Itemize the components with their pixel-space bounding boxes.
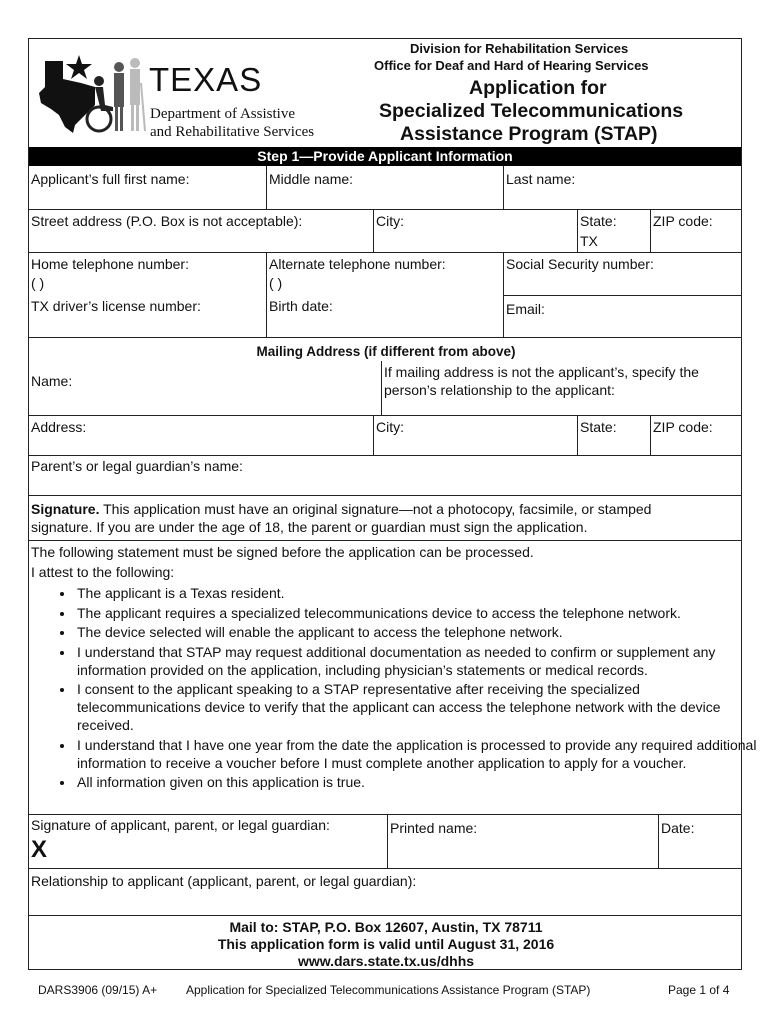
relationship-note-line1: If mailing address is not the applicant’s, specify the bbox=[384, 364, 699, 380]
website-link[interactable]: www.dars.state.tx.us/dhhs bbox=[297, 953, 475, 969]
street-address-field[interactable]: Street address (P.O. Box is not acceptable): bbox=[31, 213, 303, 229]
application-form bbox=[28, 38, 757, 970]
attest-intro: The following statement must be signed before the application can be processed. bbox=[31, 544, 534, 560]
logo-department-name: Department of Assistive and Rehabilitative Services bbox=[150, 106, 315, 140]
birth-date-field[interactable]: Birth date: bbox=[269, 298, 333, 314]
attest-item: • I understand that STAP may request additional documentation as needed to confirm or supplement any information provided on the application, including physician’s statements or medical records. bbox=[75, 643, 765, 679]
state-value: TX bbox=[580, 233, 598, 249]
attest-item: • All information given on this application is true. bbox=[75, 773, 765, 791]
dars-logo bbox=[37, 53, 337, 143]
signature-x-mark: X bbox=[31, 836, 48, 863]
zip-code-field[interactable]: ZIP code: bbox=[653, 213, 713, 229]
mail-to-address: Mail to: STAP, P.O. Box 12607, Austin, TX 78711 bbox=[229, 919, 543, 935]
signature-date-field[interactable]: Date: bbox=[661, 820, 695, 836]
signature-notice-line1: Signature. This application must have an original signature—not a photocopy, facsimile, or stamped bbox=[31, 501, 652, 517]
office-name: Office for Deaf and Hard of Hearing Services bbox=[374, 58, 649, 73]
footer-form-title: Application for Specialized Telecommunications Assistance Program (STAP) bbox=[186, 983, 591, 997]
attest-item: • I consent to the applicant speaking to a STAP representative after receiving the specialized telecommunications device to verify that the applicant can access the telephone network with the device received. bbox=[75, 680, 765, 734]
attest-item: • I understand that I have one year from the date the application is processed to provide any required additional information to receive a voucher before I must complete another application to apply for a voucher. bbox=[75, 736, 765, 772]
email-field[interactable]: Email: bbox=[506, 301, 545, 317]
state-field[interactable]: State: bbox=[580, 213, 617, 229]
attest-item: • The applicant requires a specialized telecommunications device to access the telephone network. bbox=[75, 604, 765, 622]
last-name-field[interactable]: Last name: bbox=[506, 171, 576, 187]
logo-wordmark: TEXAS bbox=[149, 61, 263, 98]
home-phone-field[interactable]: Home telephone number: bbox=[31, 256, 189, 272]
home-phone-area-code: ( ) bbox=[31, 275, 45, 291]
attest-heading: I attest to the following: bbox=[31, 564, 175, 580]
attest-list bbox=[51, 584, 765, 793]
relationship-note-line2[interactable]: person’s relationship to the applicant: bbox=[384, 382, 615, 398]
page-number: Page 1 of 4 bbox=[668, 983, 730, 997]
ssn-field[interactable]: Social Security number: bbox=[506, 256, 654, 272]
alt-phone-area-code: ( ) bbox=[269, 275, 283, 291]
mailing-address-heading: Mailing Address (if different from above) bbox=[256, 344, 516, 359]
step1-heading: Step 1—Provide Applicant Information bbox=[29, 147, 741, 166]
attest-item: • The device selected will enable the applicant to access the telephone network. bbox=[75, 623, 765, 641]
mailing-name-field[interactable]: Name: bbox=[31, 373, 73, 389]
form-title-line3: Assistance Program (STAP) bbox=[400, 123, 658, 145]
mailing-address-field[interactable]: Address: bbox=[31, 419, 87, 435]
first-name-field[interactable]: Applicant’s full first name: bbox=[31, 171, 190, 187]
form-title-line2: Specialized Telecommunications bbox=[379, 100, 684, 122]
logo-graphic-icon bbox=[37, 53, 147, 135]
drivers-license-field[interactable]: TX driver’s license number: bbox=[31, 298, 201, 314]
attest-item: • The applicant is a Texas resident. bbox=[75, 584, 765, 602]
mailing-state-field[interactable]: State: bbox=[580, 419, 617, 435]
division-name: Division for Rehabilitation Services bbox=[410, 41, 629, 56]
alt-phone-field[interactable]: Alternate telephone number: bbox=[269, 256, 446, 272]
signature-field[interactable]: Signature of applicant, parent, or legal guardian: bbox=[31, 817, 330, 833]
form-validity: This application form is valid until August 31, 2016 bbox=[217, 936, 555, 952]
signature-notice-line2: signature. If you are under the age of 18, the parent or guardian must sign the application. bbox=[31, 519, 588, 535]
printed-name-field[interactable]: Printed name: bbox=[390, 820, 478, 836]
mailing-city-field[interactable]: City: bbox=[376, 419, 404, 435]
middle-name-field[interactable]: Middle name: bbox=[269, 171, 354, 187]
relationship-field[interactable]: Relationship to applicant (applicant, parent, or legal guardian): bbox=[31, 873, 417, 889]
mailing-zip-field[interactable]: ZIP code: bbox=[653, 419, 713, 435]
city-field[interactable]: City: bbox=[376, 213, 404, 229]
form-title-line1: Application for bbox=[469, 77, 607, 99]
guardian-name-field[interactable]: Parent’s or legal guardian’s name: bbox=[31, 458, 243, 474]
form-id: DARS3906 (09/15) A+ bbox=[38, 983, 158, 997]
